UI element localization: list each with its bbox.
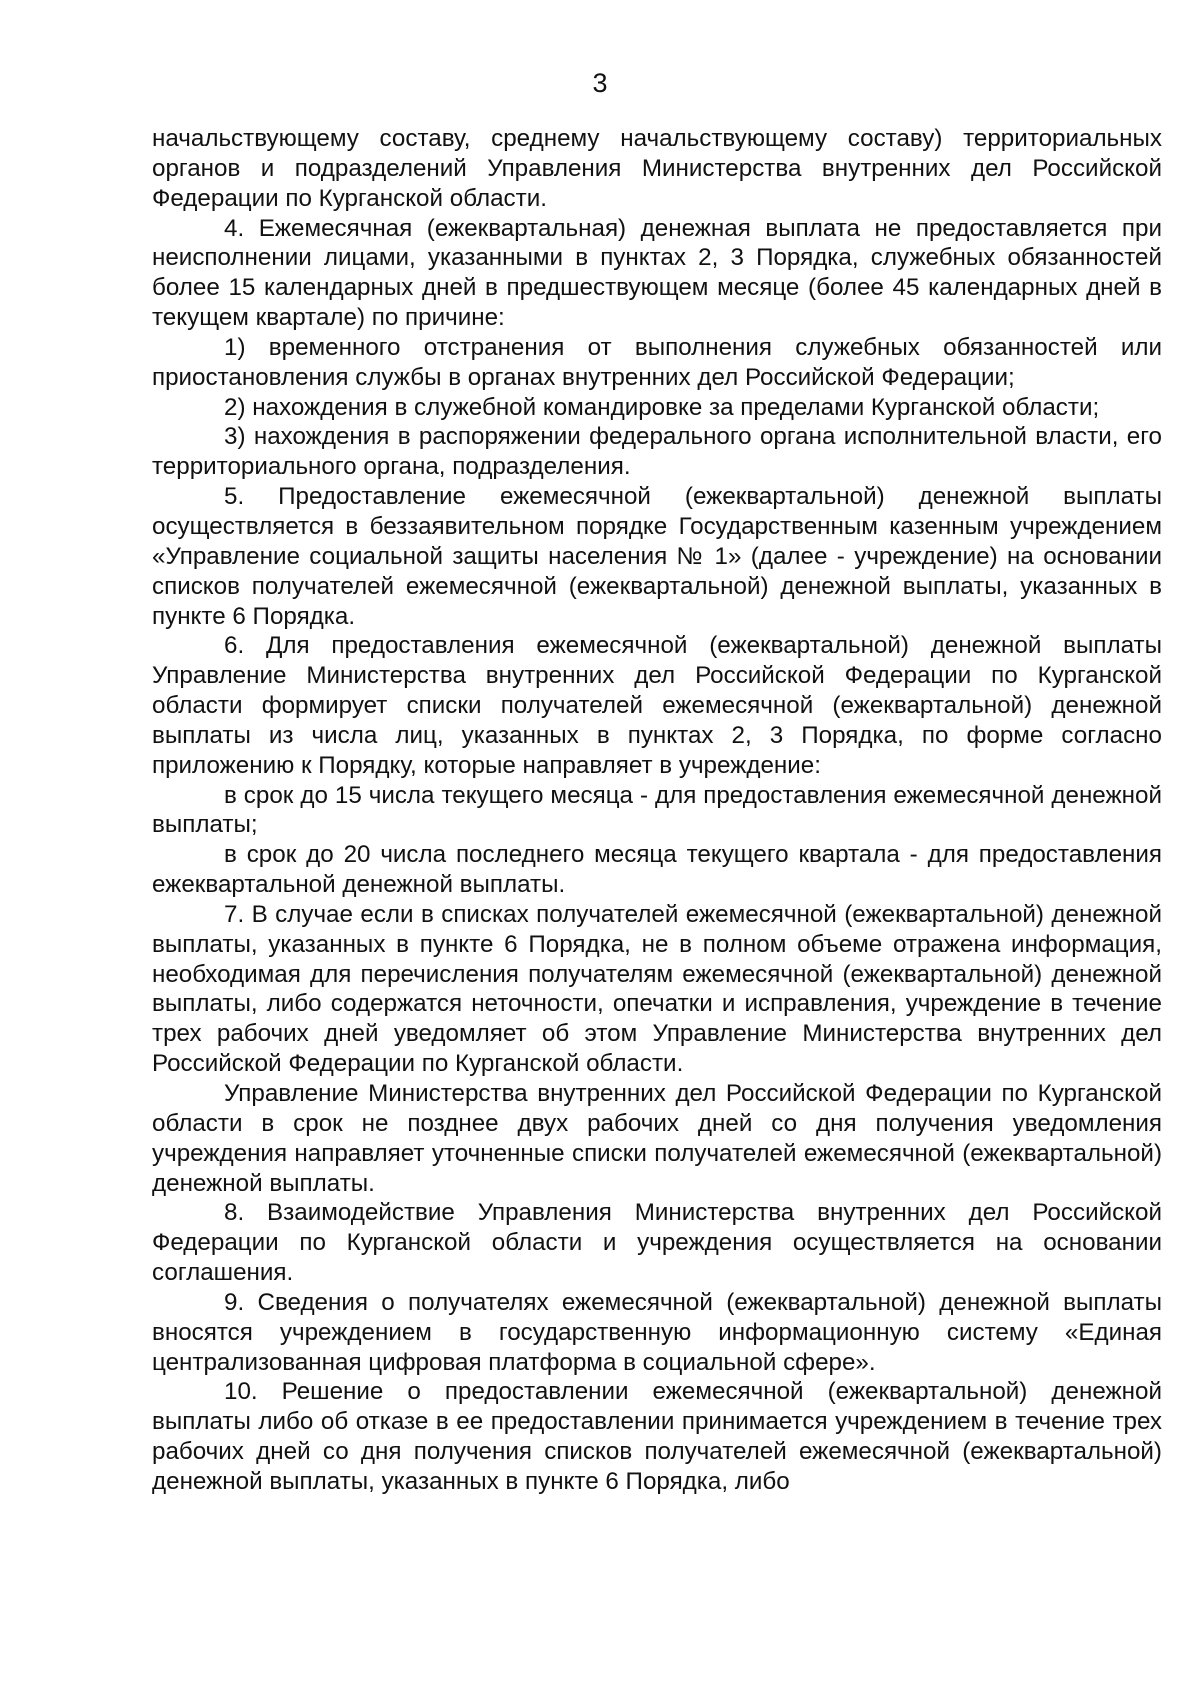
paragraph-item-9: 9. Сведения о получателях ежемесячной (ежеквартальной) денежной выплаты вносятся учреждением в государственную информационную систему «Единая централизованная цифровая платформа в социальной сфере».: [152, 1288, 1162, 1376]
paragraph-item-10: 10. Решение о предоставлении ежемесячной (ежеквартальной) денежной выплаты либо об отказе в ее предоставлении принимается учреждением в течение трех рабочих дней со дня получения списков получателей ежемесячной (ежеквартальной) денежной выплаты, указанных в пункте 6 Порядка, либо: [152, 1378, 1162, 1495]
paragraph-subitem-2: 2) нахождения в служебной командировке за пределами Курганской области;: [224, 393, 1100, 421]
paragraph-item-6: 6. Для предоставления ежемесячной (ежеквартальной) денежной выплаты Управление Министерства внутренних дел Российской Федерации по Курганской области формирует списки получателей ежемесячной (ежеквартальной) денежной выплаты из числа лиц, указанных в пунктах 2, 3 Порядка, по форме согласно приложению к Порядку, которые направляет в учреждение:: [152, 632, 1162, 779]
document-body: [152, 124, 1162, 1497]
paragraph-item-7: 7. В случае если в списках получателей ежемесячной (ежеквартальной) денежной выплаты, указанных в пункте 6 Порядка, не в полном объеме отражена информация, необходимая для перечисления получателям ежемесячной (ежеквартальной) денежной выплаты, либо содержатся неточности, опечатки и исправления, учреждение в течение трех рабочих дней уведомляет об этом Управление Министерства внутренних дел Российской Федерации по Курганской области.: [152, 900, 1162, 1078]
paragraph-item-8: 8. Взаимодействие Управления Министерства внутренних дел Российской Федерации по Курганской области и учреждения осуществляется на основании соглашения.: [152, 1199, 1162, 1287]
paragraph-deadline-quarterly: в срок до 20 числа последнего месяца текущего квартала - для предоставления ежеквартальной денежной выплаты.: [152, 841, 1162, 899]
paragraph-deadline-monthly: в срок до 15 числа текущего месяца - для предоставления ежемесячной денежной выплаты;: [152, 781, 1162, 839]
page-number: 3: [592, 68, 608, 98]
paragraph-item-5: 5. Предоставление ежемесячной (ежеквартальной) денежной выплаты осуществляется в беззаявительном порядке Государственным казенным учреждением «Управление социальной защиты населения № 1» (далее - учреждение) на основании списков получателей ежемесячной (ежеквартальной) денежной выплаты, указанных в пункте 6 Порядка.: [152, 483, 1162, 630]
paragraph-item-7-continued: Управление Министерства внутренних дел Российской Федерации по Курганской области в срок не позднее двух рабочих дней со дня получения уведомления учреждения направляет уточненные списки получателей ежемесячной (ежеквартальной) денежной выплаты.: [152, 1080, 1162, 1197]
paragraph-subitem-1: 1) временного отстранения от выполнения служебных обязанностей или приостановления службы в органах внутренних дел Российской Федерации;: [152, 333, 1162, 391]
paragraph-continuation: начальствующему составу, среднему начальствующему составу) территориальных органов и подразделений Управления Министерства внутренних дел Российской Федерации по Курганской области.: [152, 125, 1162, 212]
paragraph-item-4: 4. Ежемесячная (ежеквартальная) денежная выплата не предоставляется при неисполнении лицами, указанными в пунктах 2, 3 Порядка, служебных обязанностей более 15 календарных дней в предшествующем месяце (более 45 календарных дней в текущем квартале) по причине:: [152, 214, 1162, 332]
paragraph-subitem-3: 3) нахождения в распоряжении федерального органа исполнительной власти, его территориального органа, подразделения.: [152, 423, 1162, 481]
